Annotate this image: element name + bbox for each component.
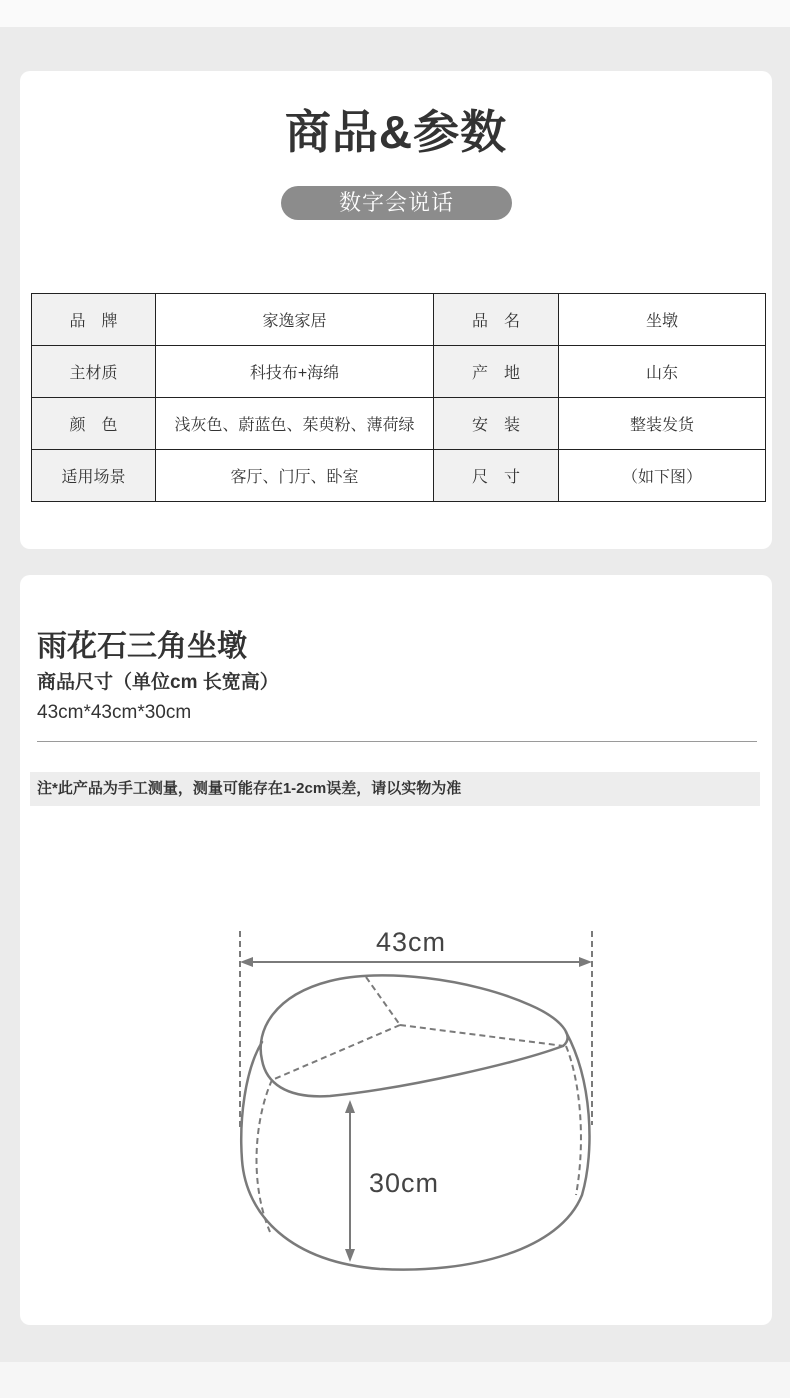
width-arrowhead-left <box>240 957 253 967</box>
section-divider <box>37 741 757 742</box>
spec-value-product-name: 坐墩 <box>559 294 766 346</box>
spec-label-color: 颜 色 <box>32 398 156 450</box>
page-title: 商品&参数 <box>284 106 508 158</box>
spec-label-installation: 安 装 <box>434 398 559 450</box>
spec-value-origin: 山东 <box>559 346 766 398</box>
ottoman-body-outline <box>241 1032 589 1270</box>
measurement-note <box>30 772 760 806</box>
spec-label-scenario: 适用场景 <box>32 450 156 502</box>
size-value: 43cm*43cm*30cm <box>37 702 192 723</box>
dimensions-card <box>20 575 772 1325</box>
spec-table <box>31 293 766 502</box>
spec-label-brand: 品 牌 <box>32 294 156 346</box>
ottoman-top-surface <box>261 975 568 1096</box>
parameters-card <box>20 71 772 549</box>
spec-value-size: （如下图） <box>559 450 766 502</box>
spec-label-material: 主材质 <box>32 346 156 398</box>
spec-value-installation: 整装发货 <box>559 398 766 450</box>
top-band <box>0 0 790 27</box>
spec-row <box>32 398 766 450</box>
spec-label-origin: 产 地 <box>434 346 559 398</box>
spec-value-brand: 家逸家居 <box>156 294 434 346</box>
product-name: 雨花石三角坐墩 <box>37 630 247 663</box>
width-label: 43cm <box>375 927 447 957</box>
top-seam-right <box>400 1025 564 1046</box>
spec-value-scenario: 客厅、门厅、卧室 <box>156 450 434 502</box>
top-seam-left <box>272 1025 400 1080</box>
spec-row <box>32 294 766 346</box>
body-seam-right <box>566 1046 581 1195</box>
bottom-band <box>0 1362 790 1398</box>
top-seam-back <box>366 977 400 1025</box>
ottoman-dimension-diagram <box>200 900 640 1290</box>
measurement-note-text: 注*此产品为手工测量，测量可能存在1-2cm误差，请以实物为准 <box>37 780 462 797</box>
tagline-badge: 数字会说话 <box>281 186 512 220</box>
spec-row <box>32 450 766 502</box>
height-label: 30cm <box>369 1168 440 1198</box>
spec-value-color: 浅灰色、蔚蓝色、茱萸粉、薄荷绿 <box>156 398 434 450</box>
size-heading: 商品尺寸（单位cm 长宽高） <box>37 672 279 693</box>
height-arrowhead-top <box>345 1100 355 1113</box>
spec-value-material: 科技布+海绵 <box>156 346 434 398</box>
height-arrowhead-bottom <box>345 1249 355 1262</box>
spec-label-product-name: 品 名 <box>434 294 559 346</box>
width-arrowhead-right <box>579 957 592 967</box>
spec-row <box>32 346 766 398</box>
spec-label-size: 尺 寸 <box>434 450 559 502</box>
